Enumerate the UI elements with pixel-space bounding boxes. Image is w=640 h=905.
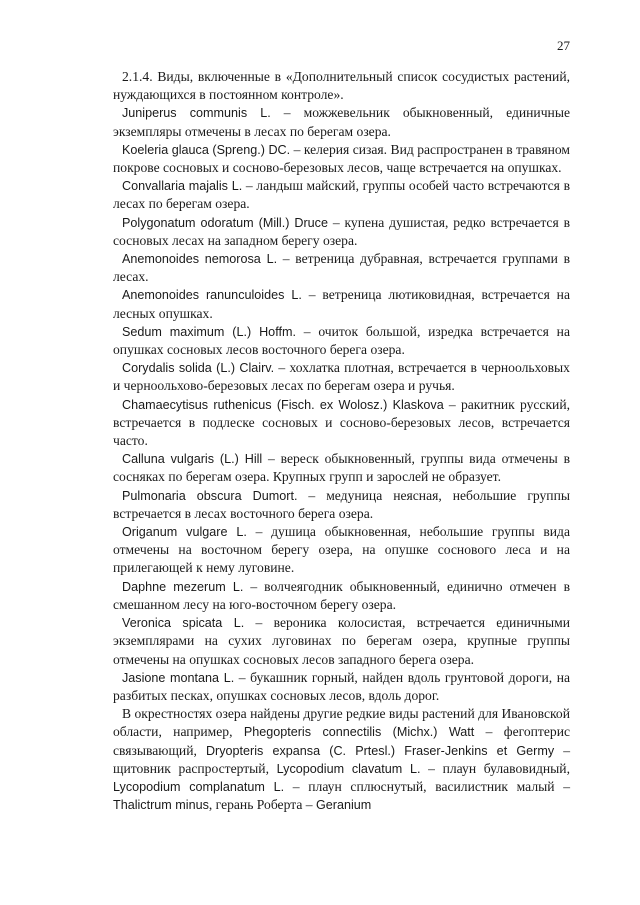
species-latin-name: Anemonoides nemorosa L.: [122, 252, 278, 267]
species-latin-name: Dryopteris expansa (C. Prtesl.) Fraser-Jenkins et Germy: [205, 743, 555, 758]
species-description: – очиток большой, изредка встречается на опушках сосновых лесов восточного берега озера.: [113, 323, 570, 358]
closing-paragraph: [113, 705, 570, 814]
species-paragraph: [113, 104, 570, 140]
species-latin-name: Thalictrum minus: [113, 798, 209, 813]
species-description: – келерия сизая. Вид распространен в травяном покрове сосновых и сосново-березовых лесов, чаще встречается на опушках.: [113, 141, 570, 176]
closing-text: – плаун булавовидный,: [420, 760, 570, 776]
species-latin-name: Geranium: [315, 798, 372, 813]
species-latin-name: Phegopteris connectilis (Michx.) Watt: [243, 725, 475, 740]
species-paragraph: [113, 614, 570, 669]
species-latin-name: Lycopodium clavatum L.: [276, 761, 421, 776]
section-heading: 2.1.4. Виды, включенные в «Дополнительный список сосудистых растений, нуждающихся в постоянном контроле».: [113, 69, 570, 103]
species-latin-name: Veronica spicata L.: [122, 616, 245, 631]
species-description: – душица обыкновенная, небольшие группы вида отмечены на восточном берегу озера, на опушке соснового леса и на прилегающей к нему луговине.: [113, 524, 570, 576]
species-description: – ландыш майский, группы особей часто встречаются в лесах по берегам озера.: [113, 178, 570, 212]
species-paragraph: [113, 359, 570, 395]
closing-text: В окрестностях озера найдены другие редкие виды растений для Ивановской области, например,: [113, 706, 570, 740]
species-paragraph: [113, 323, 570, 359]
species-latin-name: Origanum vulgare L.: [122, 525, 247, 540]
species-description: – ракитник русский, встречается в подлеске сосновых и сосново-березовых лесов, встречается часто.: [113, 396, 570, 449]
species-latin-name: Corydalis solida (L.) Clairv.: [122, 361, 275, 376]
species-paragraph: [113, 141, 570, 177]
species-paragraph: [113, 250, 570, 286]
species-paragraph: [113, 669, 570, 705]
species-latin-name: Anemonoides ranunculoides L.: [122, 288, 302, 303]
species-latin-name: Sedum maximum (L.) Hoffm.: [122, 324, 296, 339]
species-description: – хохлатка плотная, встречается в черноольховых и черноольхово-березовых лесах по берегам озера и ручья.: [113, 360, 570, 394]
species-latin-name: Polygonatum odoratum (Mill.) Druce: [122, 215, 328, 230]
species-latin-name: Convallaria majalis L.: [122, 179, 243, 194]
closing-text: , герань Роберта –: [208, 797, 316, 813]
page-body: [113, 68, 570, 814]
species-paragraph: [113, 177, 570, 213]
species-latin-name: Calluna vulgaris (L.) Hill: [122, 452, 263, 467]
species-paragraph: [113, 396, 570, 451]
species-paragraph: [113, 214, 570, 250]
species-paragraph: [113, 450, 570, 486]
species-latin-name: Daphne mezerum L.: [122, 579, 244, 594]
species-description: – букашник горный, найден вдоль грунтовой дороги, на разбитых песках, опушках сосновых лесов, вдоль дорог.: [113, 669, 571, 703]
species-latin-name: Pulmonaria obscura Dumort.: [122, 488, 298, 503]
species-description: – купена душистая, редко встречается в сосновых лесах на западном берегу озера.: [113, 214, 570, 248]
species-description: – ветреница дубравная, встречается группами в лесах.: [113, 251, 570, 285]
species-latin-name: Koeleria glauca (Spreng.) DC.: [122, 142, 291, 157]
closing-text: – плаун сплюснутый, василистник малый –: [284, 778, 570, 794]
species-description: – можжевельник обыкновенный, единичные экземпляры отмечены в лесах по берегам озера.: [113, 105, 570, 139]
closing-text: – фегоптерис связывающий,: [113, 724, 570, 758]
species-description: – вероника колосистая, встречается единичными экземплярами на сухих луговинах по берегам озера, крупные группы отмечены на опушках сосновых лесов западного берега озера.: [113, 615, 570, 667]
species-paragraph: [113, 286, 570, 322]
species-latin-name: Chamaecytisus ruthenicus (Fisch. ex Wolosz.) Klaskova: [122, 397, 444, 412]
species-description: – вереск обыкновенный, группы вида отмечены в сосняках по берегам озера. Крупных групп и зарослей не образует.: [113, 451, 570, 485]
species-description: – ветреница лютиковидная, встречается на лесных опушках.: [113, 287, 570, 321]
species-description: – волчеягодник обыкновенный, единично отмечен в смешанном лесу на юго-восточном берегу озера.: [113, 578, 570, 612]
species-latin-name: Juniperus communis L.: [122, 106, 271, 121]
species-latin-name: Jasione montana L.: [122, 670, 235, 685]
page-number: 27: [557, 38, 570, 53]
species-description: – медуница неясная, небольшие группы встречается в лесах восточного берега озера.: [113, 487, 570, 521]
species-paragraph: [113, 578, 570, 614]
closing-text: – щитовник распростертый,: [113, 742, 570, 776]
species-paragraph: [113, 487, 570, 523]
species-latin-name: Lycopodium complanatum L.: [113, 779, 285, 794]
species-paragraph: [113, 523, 570, 578]
